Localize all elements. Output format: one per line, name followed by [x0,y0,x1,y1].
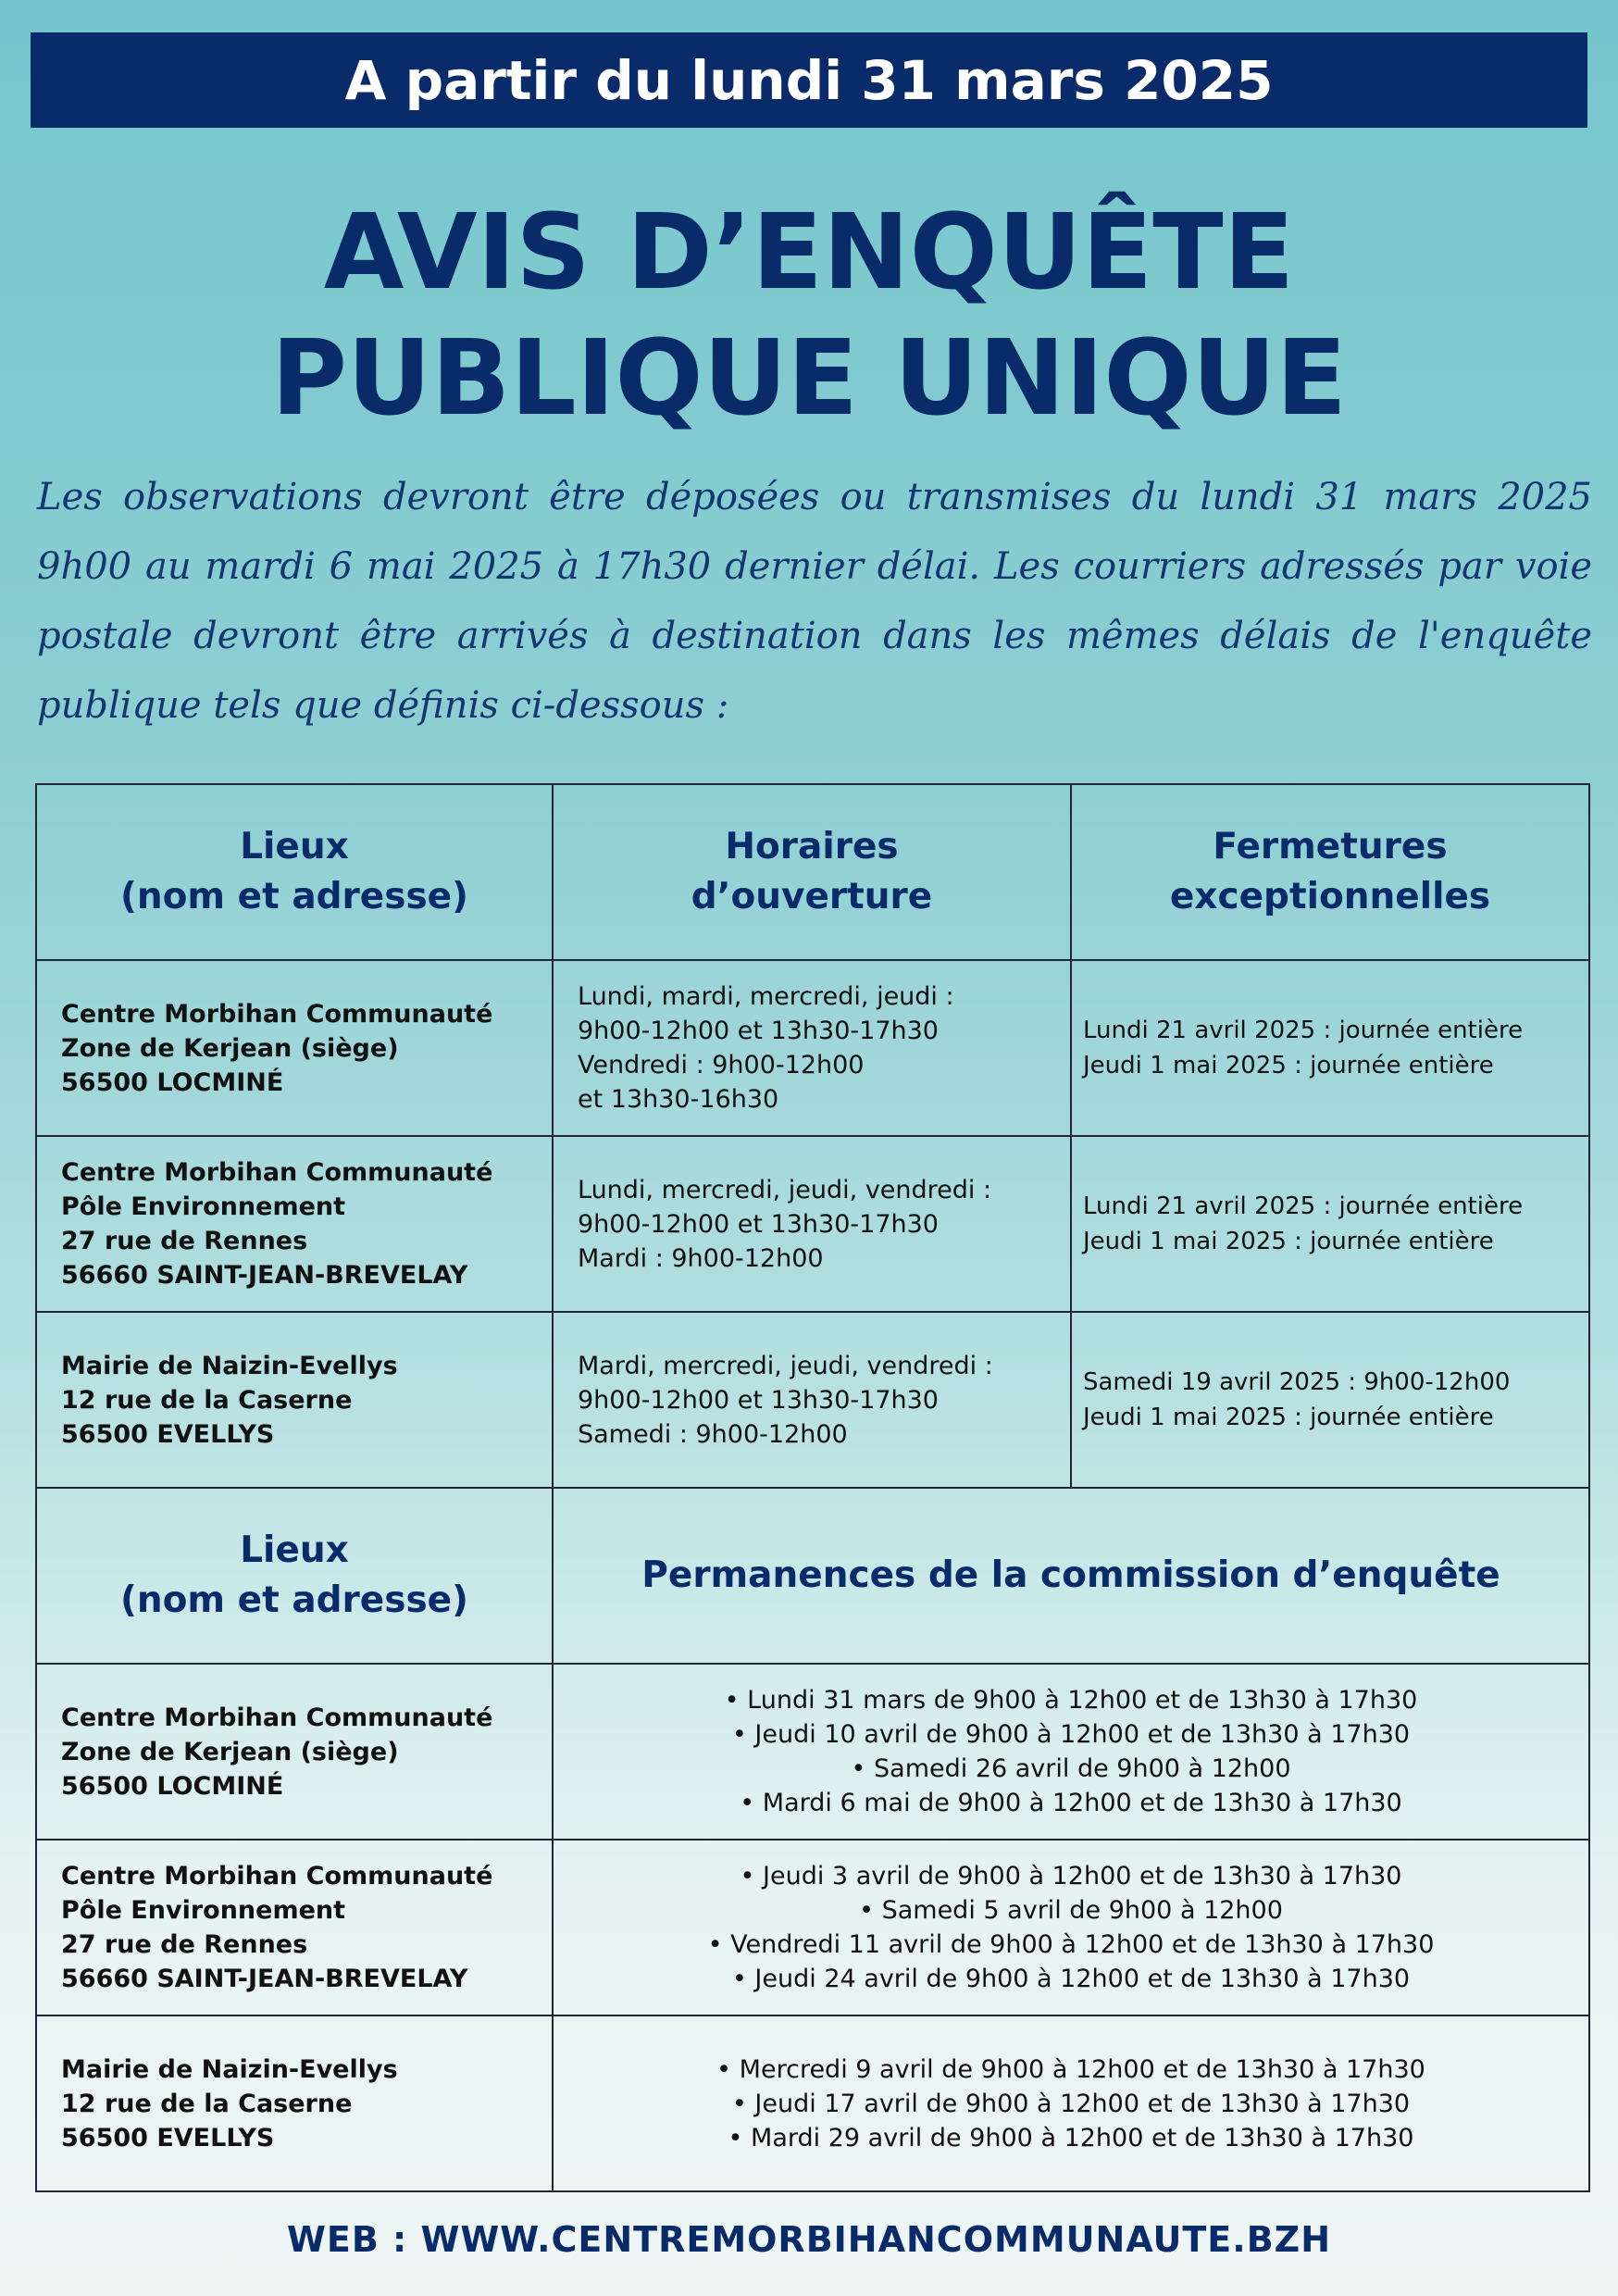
place-line: Centre Morbihan Communauté [61,999,493,1029]
closures-cell [1071,1312,1589,1488]
permanence-item: • Mardi 29 avril de 9h00 à 12h00 et de 13h30 à 17h30 [728,2123,1414,2152]
permanence-item: • Samedi 5 avril de 9h00 à 12h00 [859,1896,1283,1925]
permanence-item: • Jeudi 17 avril de 9h00 à 12h00 et de 13h30 à 17h30 [731,2089,1411,2118]
table-row [36,960,1589,1136]
place-line: 56500 LOCMINÉ [61,1067,284,1097]
place-cell [36,1136,553,1312]
hours-line: Mardi : 9h00-12h00 [578,1243,824,1273]
table-row [36,1664,1589,1840]
place-line: 12 rue de la Caserne [61,2089,353,2118]
header-places-line: Lieux [240,1529,349,1571]
hours-cell [553,1136,1071,1312]
table-row [36,1840,1589,2015]
title-line-2: PUBLIQUE UNIQUE [270,318,1348,439]
place-line: 56500 EVELLYS [61,2123,275,2152]
hours-header-row [36,784,1589,960]
place-line: 27 rue de Rennes [61,1227,308,1255]
permanences-cell [553,2015,1589,2191]
place-line: Mairie de Naizin-Evellys [61,2054,398,2084]
header-closures [1071,784,1589,960]
closure-line: Jeudi 1 mai 2025 : journée entière [1083,1052,1494,1079]
hours-line: 9h00-12h00 et 13h30-17h30 [578,1385,939,1415]
closure-line: Samedi 19 avril 2025 : 9h00-12h00 [1083,1368,1511,1396]
hours-line: Lundi, mercredi, jeudi, vendredi : [578,1175,992,1204]
place-line: 56500 LOCMINÉ [61,1771,284,1801]
permanence-item: • Mardi 6 mai de 9h00 à 12h00 et de 13h30 à 17h30 [740,1789,1402,1817]
hours-cell [553,960,1071,1136]
place-line: Centre Morbihan Communauté [61,1158,493,1187]
closure-line: Jeudi 1 mai 2025 : journée entière [1083,1404,1494,1431]
table-row [36,1136,1589,1312]
header-closures-line: Fermetures [1213,826,1448,867]
closures-cell [1071,960,1589,1136]
schedule-table [35,783,1590,2192]
permanence-item: • Mercredi 9 avril de 9h00 à 12h00 et de 13h30 à 17h30 [716,2054,1425,2084]
permanence-item: • Jeudi 3 avril de 9h00 à 12h00 et de 13h30 à 17h30 [740,1862,1402,1890]
place-line: 56500 EVELLYS [61,1419,275,1449]
website-link[interactable]: WEB : WWW.CENTREMORBIHANCOMMUNAUTE.BZH [286,2219,1332,2260]
header-places-line: (nom et adresse) [120,1579,468,1621]
permanences-cell [553,1664,1589,1840]
place-cell [36,1664,553,1840]
header-hours-line: Horaires [725,826,899,867]
header-places [36,784,553,960]
permanence-item: • Jeudi 10 avril de 9h00 à 12h00 et de 13h30 à 17h30 [731,1720,1411,1749]
header-permanences-text: Permanences de la commission d’enquête [641,1554,1500,1596]
hours-line: Samedi : 9h00-12h00 [578,1419,848,1449]
place-line: Zone de Kerjean (siège) [61,1737,399,1766]
hours-line: 9h00-12h00 et 13h30-17h30 [578,1017,939,1045]
table-row [36,1312,1589,1488]
place-line: Mairie de Naizin-Evellys [61,1351,398,1380]
header-places-line: (nom et adresse) [120,876,468,917]
title-line-1: AVIS D’ENQUÊTE [323,193,1295,313]
place-cell [36,2015,553,2191]
place-line: Zone de Kerjean (siège) [61,1033,399,1063]
closure-line: Lundi 21 avril 2025 : journée entière [1083,1017,1524,1044]
hours-line: Mardi, mercredi, jeudi, vendredi : [578,1351,993,1380]
closures-cell [1071,1136,1589,1312]
place-cell [36,1312,553,1488]
header-places [36,1488,553,1664]
hours-cell [553,1312,1071,1488]
place-cell [36,1840,553,2015]
place-line: 12 rue de la Caserne [61,1385,353,1415]
header-hours [553,784,1071,960]
permanence-item: • Jeudi 24 avril de 9h00 à 12h00 et de 13h30 à 17h30 [731,1965,1411,1993]
place-line: Centre Morbihan Communauté [61,1862,493,1890]
banner-text: A partir du lundi 31 mars 2025 [344,48,1274,112]
hours-line: 9h00-12h00 et 13h30-17h30 [578,1209,939,1239]
place-line: 56660 SAINT-JEAN-BREVELAY [61,1965,468,1993]
intro-paragraph: Les observations devront être déposées ou transmises du lundi 31 mars 2025 9h00 au mardi 6 mai 2025 à 17h30 dernier délai. Les courriers adressés par voie postale devront être arrivés à destination dans les mêmes délais de l'enquête publique tels que définis ci-dessous : [37,476,1592,727]
permanence-item: • Samedi 26 avril de 9h00 à 12h00 [851,1754,1291,1783]
table-row [36,2015,1589,2191]
permanences-header-row [36,1488,1589,1664]
closure-line: Lundi 21 avril 2025 : journée entière [1083,1192,1524,1220]
permanences-cell [553,1840,1589,2015]
place-line: Pôle Environnement [61,1192,346,1221]
place-line: Pôle Environnement [61,1896,346,1925]
header-permanences [553,1488,1589,1664]
place-cell [36,960,553,1136]
header-hours-line: d’ouverture [691,876,933,917]
permanence-item: • Lundi 31 mars de 9h00 à 12h00 et de 13h30 à 17h30 [724,1686,1418,1715]
closure-line: Jeudi 1 mai 2025 : journée entière [1083,1228,1494,1255]
date-banner [31,32,1587,128]
hours-line: et 13h30-16h30 [578,1085,779,1114]
place-line: 27 rue de Rennes [61,1930,308,1959]
permanence-item: • Vendredi 11 avril de 9h00 à 12h00 et de 13h30 à 17h30 [707,1930,1435,1959]
header-closures-line: exceptionnelles [1169,876,1491,917]
place-line: 56660 SAINT-JEAN-BREVELAY [61,1261,468,1290]
hours-line: Vendredi : 9h00-12h00 [578,1051,865,1079]
header-places-line: Lieux [240,826,349,867]
place-line: Centre Morbihan Communauté [61,1703,493,1732]
hours-line: Lundi, mardi, mercredi, jeudi : [578,982,954,1011]
page-title [0,190,1618,442]
